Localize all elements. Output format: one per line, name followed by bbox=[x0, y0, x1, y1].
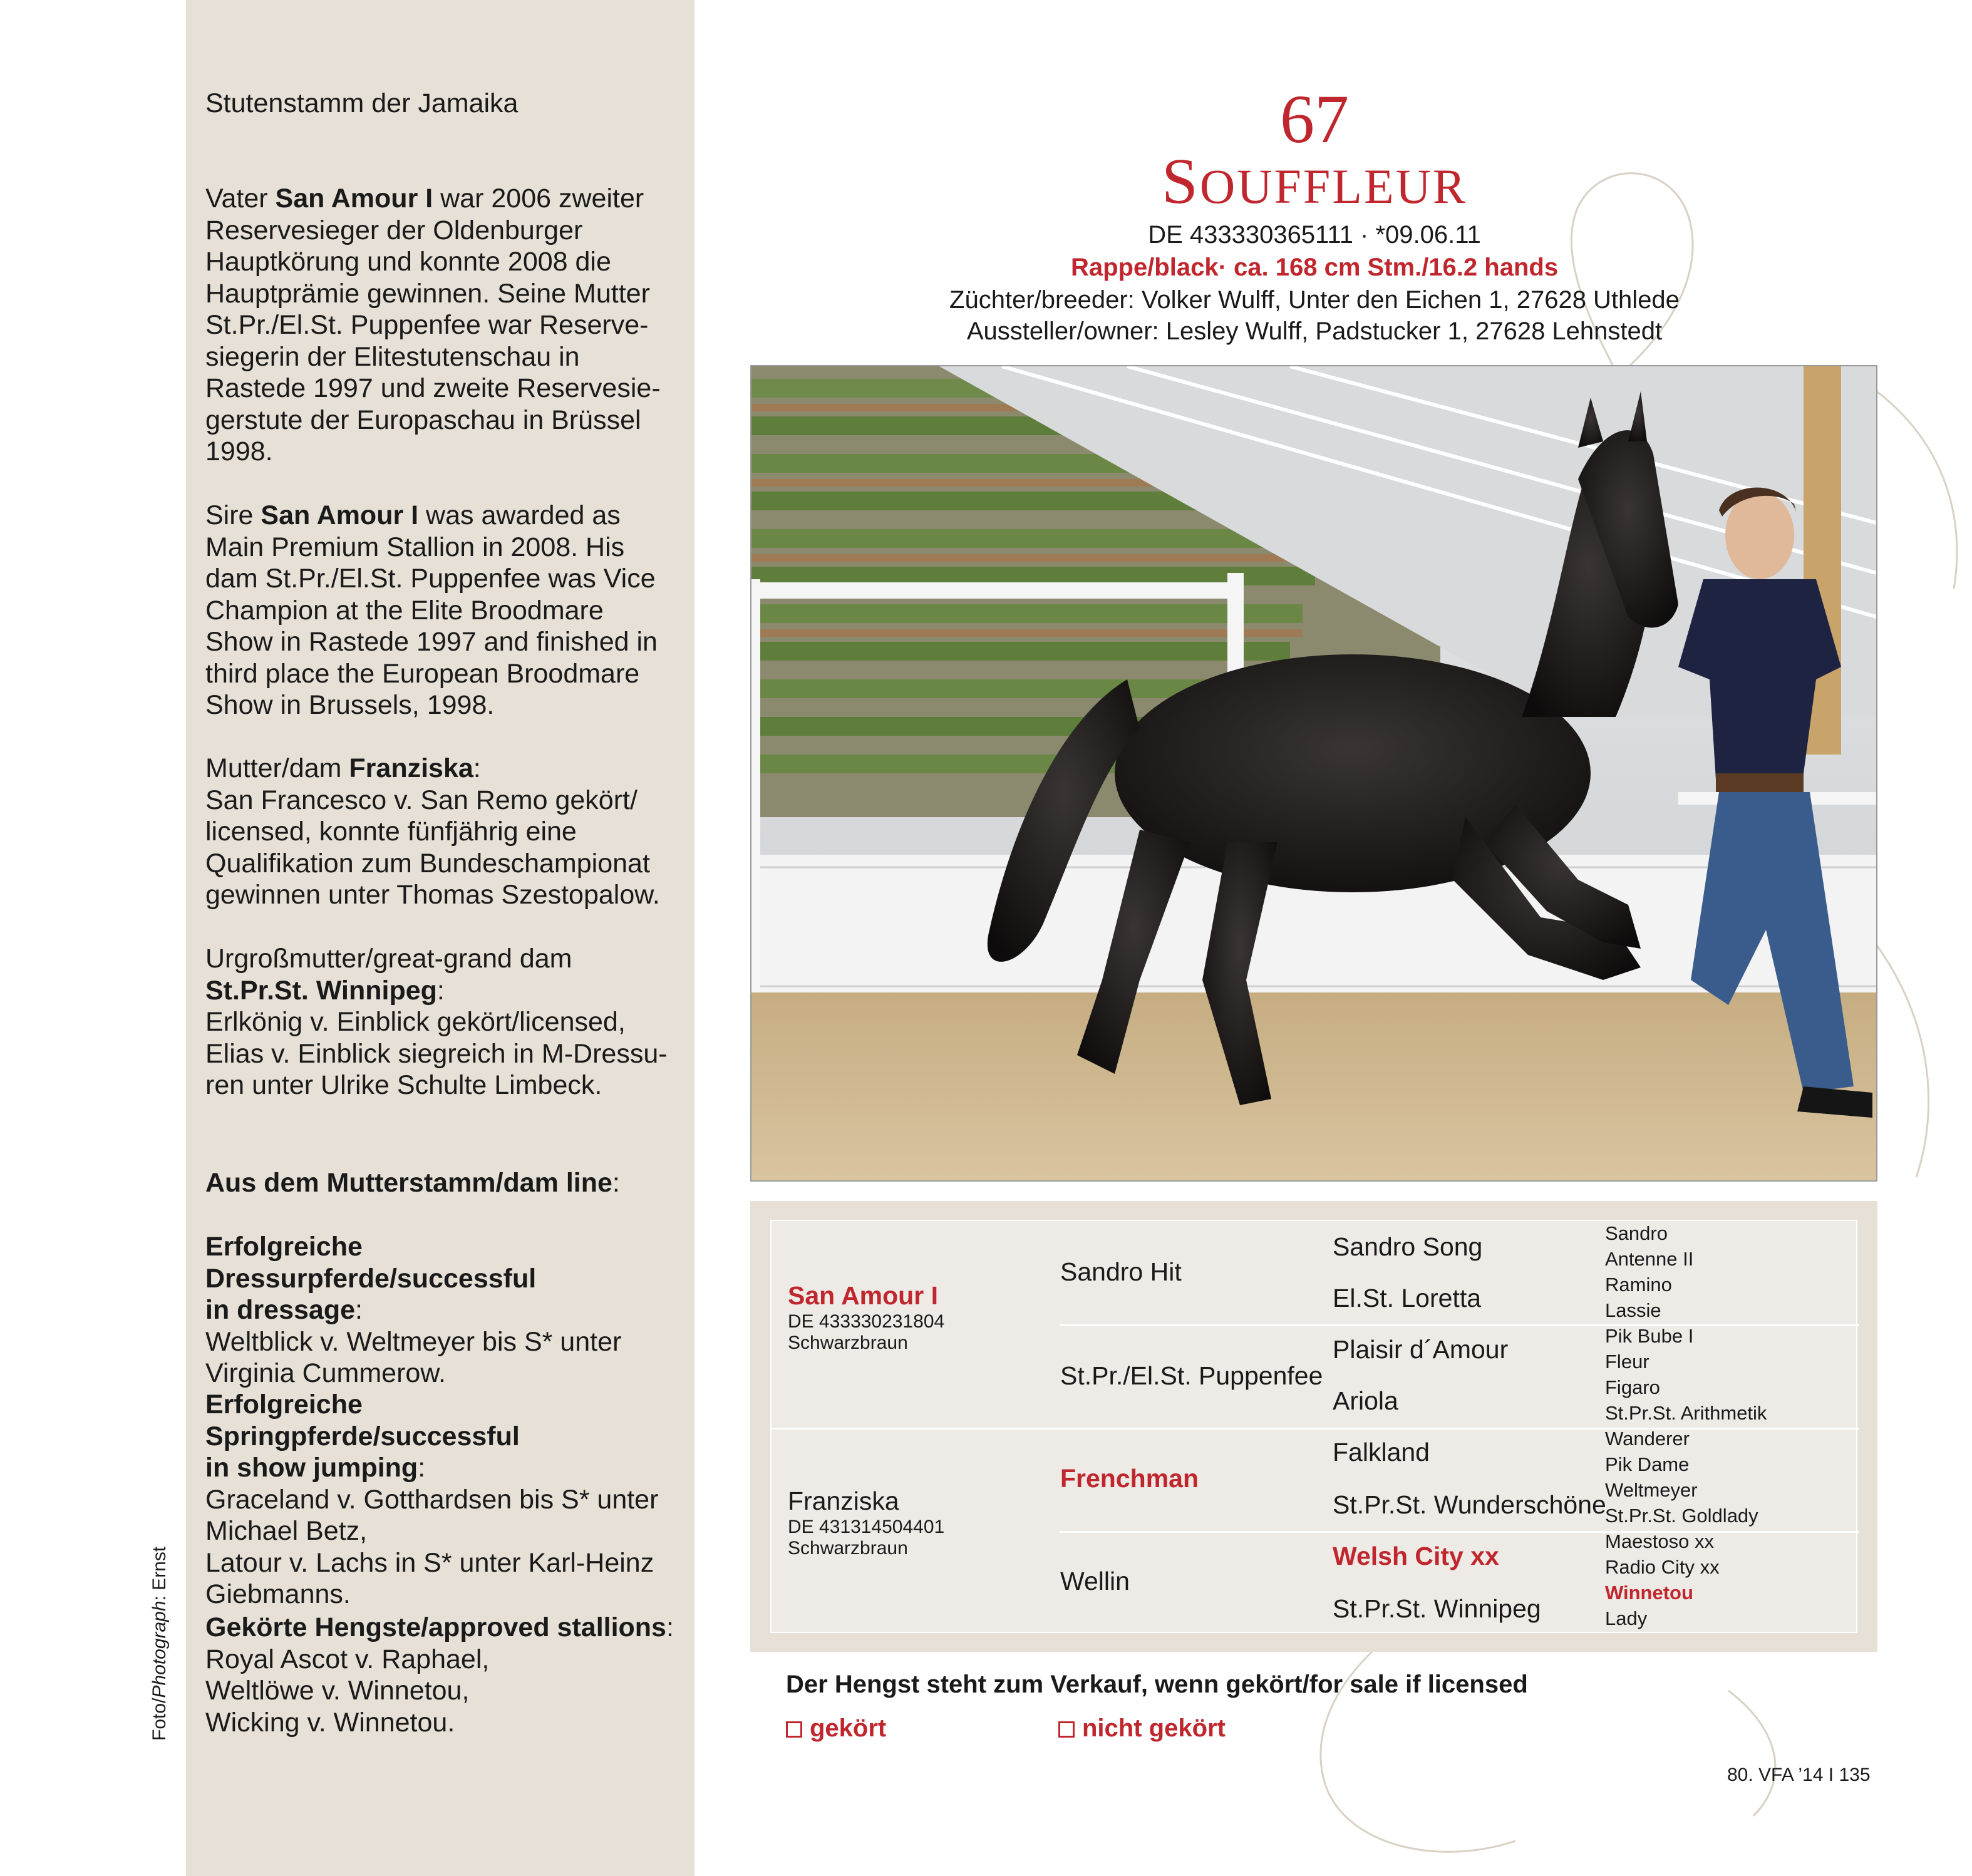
pedigree-gen4-3: Ramino bbox=[1605, 1274, 1672, 1296]
pedigree-gen4-13: Maestoso xx bbox=[1605, 1530, 1715, 1552]
pedigree-gen3-5: Falkland bbox=[1333, 1438, 1430, 1466]
pedigree-gen3-1: Sandro Song bbox=[1333, 1232, 1483, 1261]
pedigree-gen4-16: Lady bbox=[1605, 1607, 1648, 1629]
pedigree-gen4-8: St.Pr.St. Arithmetik bbox=[1605, 1402, 1767, 1424]
pedigree-dam-reg: DE 431314504401 bbox=[788, 1517, 945, 1537]
sidebar-dam-line: Aus dem Mutterstamm/dam line: bbox=[205, 1168, 620, 1198]
pedigree-gen3-8: St.Pr.St. Winnipeg bbox=[1333, 1594, 1541, 1623]
pedigree-gen4-1: Sandro bbox=[1605, 1222, 1668, 1244]
sidebar-sire-english: Sire San Amour I was awarded as Main Premium Stallion in 2008. His dam St.Pr./El.St. Puppenfee was Vice Champion at the Elite Broodmare Show in Rastede 1997 and finished in third place the European Broodmare Show in Brussels, 1998. bbox=[205, 500, 658, 720]
sidebar-jumping: Erfolgreiche Springpferde/successful in show jumping: Graceland v. Gotthardsen bis S* unter Michael Betz, Latour v. Lachs in S* unter Karl-Heinz Giebmanns. bbox=[205, 1389, 659, 1609]
sidebar-stallions: Gekörte Hengste/approved stallions: Royal Ascot v. Raphael, Weltlöwe v. Winnetou, Wicking v. Winnetou. bbox=[205, 1612, 674, 1738]
pedigree-gen4-9: Wanderer bbox=[1605, 1428, 1690, 1450]
option-nicht-gekoert: nicht gekört bbox=[1058, 1714, 1226, 1743]
horse-photo bbox=[750, 365, 1877, 1182]
horse-name: SOUFFLEUR bbox=[1162, 145, 1467, 217]
pedigree-dam-color: Schwarzbraun bbox=[788, 1538, 908, 1559]
sidebar-dam: Mutter/dam Franziska: San Francesco v. San Remo gekört/ licensed, konnte fünfjährig eine Qualifikation zum Bundeschampionat gewinnen unter Thomas Szestopalow. bbox=[205, 753, 660, 910]
pedigree-gen4-7: Figaro bbox=[1605, 1376, 1660, 1398]
sidebar-great-grand-dam: Urgroßmutter/great-grand dam St.Pr.St. Winnipeg: Erlkönig v. Einblick gekört/licensed, Elias v. Einblick siegreich in M-Dressu- ren unter Ulrike Schulte Limbeck. bbox=[205, 944, 668, 1100]
pedigree-gen3-2: El.St. Loretta bbox=[1333, 1284, 1482, 1312]
pedigree-divider-upper bbox=[1060, 1324, 1859, 1326]
sidebar-sire-german: Vater San Amour I war 2006 zweiter Reservesieger der Oldenburger Hauptkörung und konnte 2008 die Hauptprämie gewinnen. Seine Mutter St.Pr./El.St. Puppenfee war Reserve- siegerin der Elitestutenschau in Rastede 1997 und zweite Reservesie- gerstute der Europaschau in Brüssel 1998. bbox=[205, 183, 661, 466]
pedigree-divider-main bbox=[772, 1428, 1859, 1430]
pedigree-sire-reg: DE 433330231804 bbox=[788, 1311, 945, 1332]
catalog-number: 67 bbox=[1280, 81, 1349, 157]
checkbox-gekoert bbox=[786, 1721, 802, 1738]
pedigree-gen4-11: Weltmeyer bbox=[1605, 1479, 1698, 1501]
pedigree-gen4-4: Lassie bbox=[1605, 1299, 1661, 1321]
pedigree-gen2-2: St.Pr./El.St. Puppenfee bbox=[1060, 1361, 1323, 1390]
pedigree-divider-lower bbox=[1060, 1531, 1859, 1533]
pedigree-gen3-3: Plaisir d´Amour bbox=[1333, 1335, 1509, 1364]
horse-id-line: DE 433330365111 · *09.06.11 bbox=[1148, 221, 1481, 249]
pedigree-gen4-15: Winnetou bbox=[1605, 1582, 1693, 1604]
pedigree-gen4-14: Radio City xx bbox=[1605, 1556, 1720, 1578]
pedigree-gen3-6: St.Pr.St. Wunderschöne bbox=[1333, 1490, 1606, 1519]
breeder-line: Züchter/breeder: Volker Wulff, Unter den Eichen 1, 27628 Uthlede bbox=[949, 286, 1680, 314]
owner-line: Aussteller/owner: Lesley Wulff, Padstucker 1, 27628 Lehnstedt bbox=[966, 317, 1663, 345]
pedigree-gen3-7: Welsh City xx bbox=[1333, 1542, 1499, 1570]
option-gekoert: gekört bbox=[786, 1714, 886, 1743]
sidebar-heading: Stutenstamm der Jamaika bbox=[205, 88, 519, 118]
pedigree-gen4-10: Pik Dame bbox=[1605, 1453, 1690, 1475]
sale-statement: Der Hengst steht zum Verkauf, wenn gekört/for sale if licensed bbox=[786, 1671, 1528, 1698]
pedigree-sire-name: San Amour I bbox=[788, 1281, 938, 1310]
sidebar-dressage: Erfolgreiche Dressurpferde/successful in dressage: Weltblick v. Weltmeyer bis S* unter Virginia Cummerow. bbox=[205, 1232, 622, 1388]
horse-color-line: Rappe/black· ca. 168 cm Stm./16.2 hands bbox=[1070, 254, 1559, 281]
page-folio: 80. VFA ’14 I 135 bbox=[1727, 1765, 1871, 1785]
pedigree-gen2-3: Frenchman bbox=[1060, 1464, 1199, 1493]
pedigree-sire-color: Schwarzbraun bbox=[788, 1332, 908, 1353]
pedigree-gen4-2: Antenne II bbox=[1605, 1248, 1694, 1270]
pedigree-gen2-4: Wellin bbox=[1060, 1567, 1130, 1595]
pedigree-gen3-4: Ariola bbox=[1333, 1386, 1398, 1415]
pedigree-gen2-1: Sandro Hit bbox=[1060, 1257, 1182, 1286]
pedigree-gen4-5: Pik Bube I bbox=[1605, 1325, 1694, 1347]
checkbox-nicht-gekoert bbox=[1058, 1721, 1075, 1738]
pedigree-dam-name: Franziska bbox=[788, 1487, 899, 1515]
pedigree-gen4-12: St.Pr.St. Goldlady bbox=[1605, 1505, 1758, 1527]
photo-credit: Foto/Photograph: Ernst bbox=[149, 1546, 170, 1741]
pedigree-gen4-6: Fleur bbox=[1605, 1351, 1649, 1373]
